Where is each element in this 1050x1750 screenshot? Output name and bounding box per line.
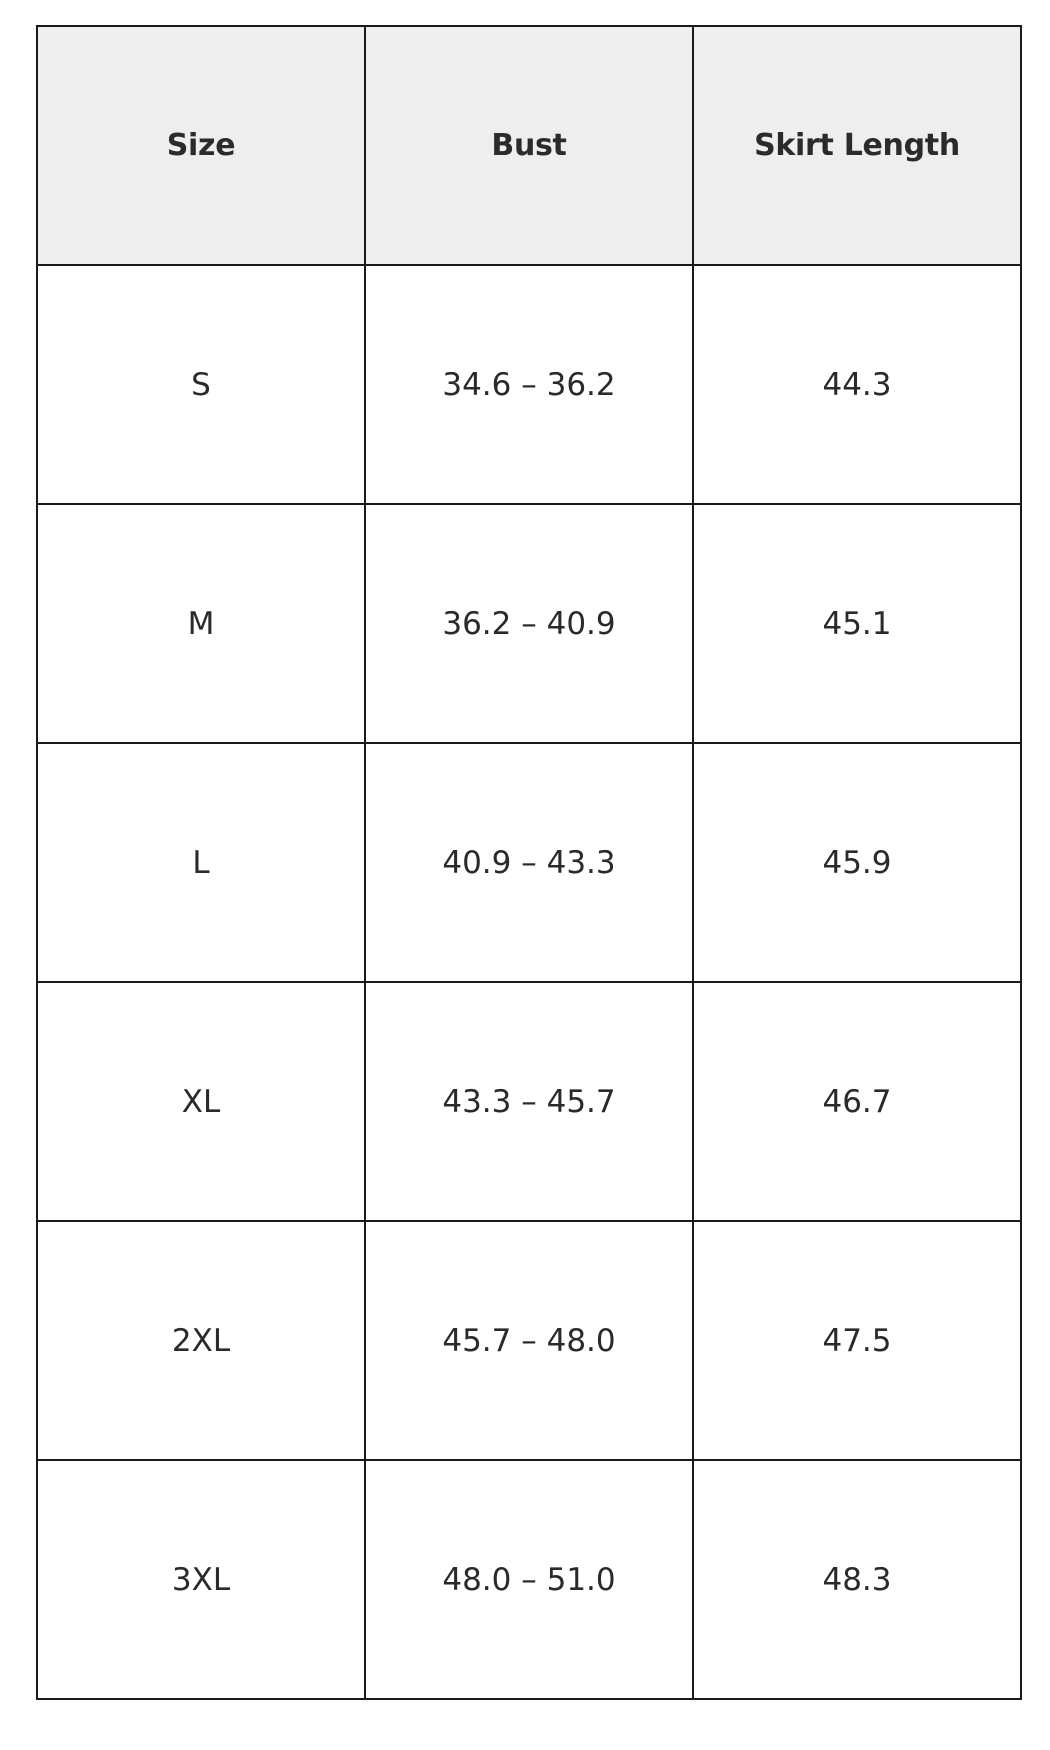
table-row	[37, 1460, 1021, 1699]
cell-skirt-length: 48.3	[693, 1460, 1021, 1699]
cell-skirt-length: 47.5	[693, 1221, 1021, 1460]
cell-skirt-length: 46.7	[693, 982, 1021, 1221]
header-skirt-length: Skirt Length	[693, 26, 1021, 265]
cell-size: 2XL	[37, 1221, 365, 1460]
table-row	[37, 504, 1021, 743]
cell-size: 3XL	[37, 1460, 365, 1699]
cell-size: XL	[37, 982, 365, 1221]
cell-skirt-length: 45.9	[693, 743, 1021, 982]
cell-bust: 40.9 – 43.3	[365, 743, 693, 982]
size-chart-table	[36, 25, 1022, 1700]
cell-bust: 43.3 – 45.7	[365, 982, 693, 1221]
table-row	[37, 265, 1021, 504]
cell-bust: 36.2 – 40.9	[365, 504, 693, 743]
table-row	[37, 982, 1021, 1221]
table-body	[37, 265, 1021, 1699]
header-row	[37, 26, 1021, 265]
cell-size: S	[37, 265, 365, 504]
cell-size: M	[37, 504, 365, 743]
cell-bust: 34.6 – 36.2	[365, 265, 693, 504]
header-size: Size	[37, 26, 365, 265]
cell-size: L	[37, 743, 365, 982]
header-bust: Bust	[365, 26, 693, 265]
cell-skirt-length: 45.1	[693, 504, 1021, 743]
cell-skirt-length: 44.3	[693, 265, 1021, 504]
table-row	[37, 1221, 1021, 1460]
cell-bust: 48.0 – 51.0	[365, 1460, 693, 1699]
table-row	[37, 743, 1021, 982]
cell-bust: 45.7 – 48.0	[365, 1221, 693, 1460]
table-header	[37, 26, 1021, 265]
